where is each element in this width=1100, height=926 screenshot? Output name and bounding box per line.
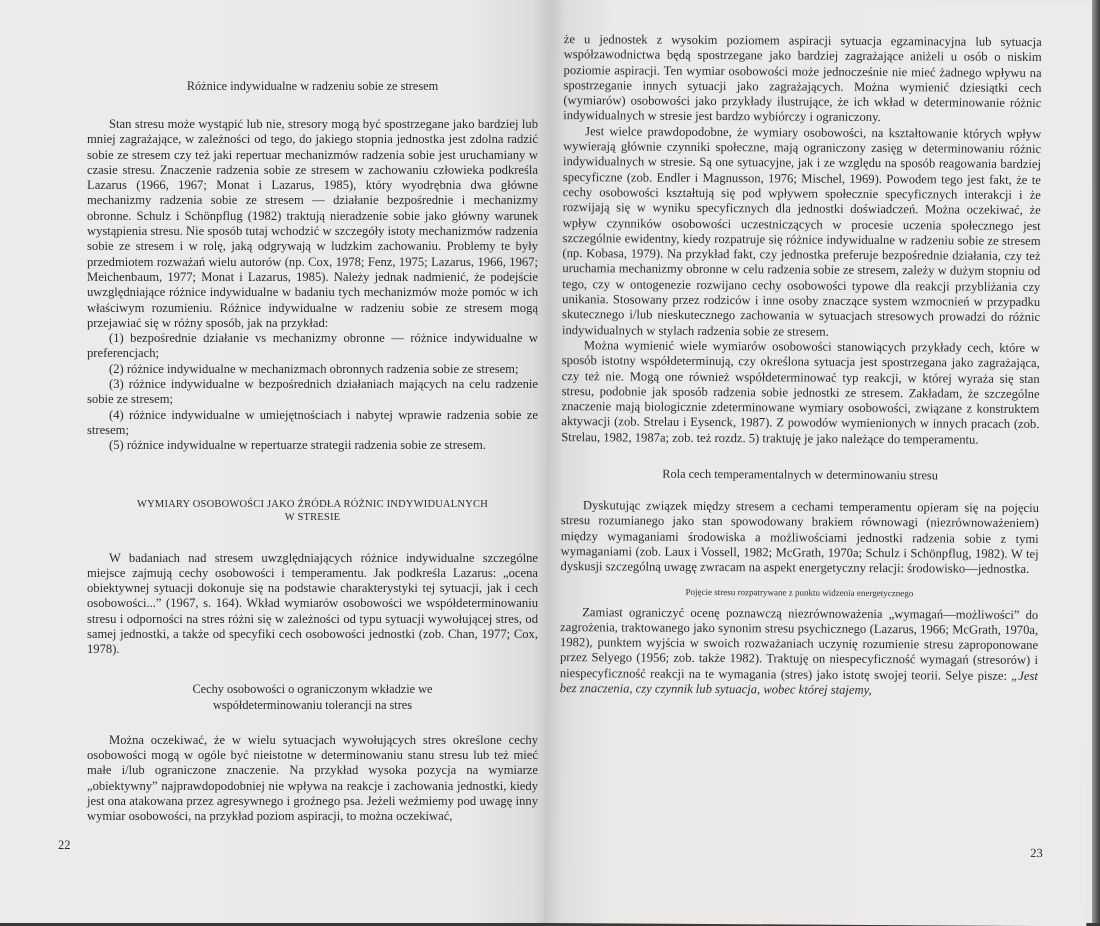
body-paragraph: Stan stresu może wystąpić lub nie, stresory mogą być spostrzegane jako bardziej lub mniej zagrażające, w zależności od tego, do jakiego stopnia jednostka jest zdolna radzić sobie ze stresem czy też jaki repertuar mechanizmów radzenia sobie jest uruchamiany w czasie stresu. Znaczenie radzenia sobie ze stresem w zachowaniu człowieka podkreśla Lazarus (1966, 1967; Monat i Lazarus, 1985), który wyodrębnia dwa główne mechanizmy radzenia sobie ze stresem — działanie bezpośrednie i mechanizmy obronne. Schulz i Schönpflug (1982) traktują nieradzenie sobie jako główny warunek wystąpienia stresu. Nie sposób tutaj wchodzić w szczegóły istoty mechanizmów radzenia sobie ze stresem i w rolę, jaką odgrywają w ludzkim zachowaniu. Problemy te były przedmiotem rozważań wielu autorów (np. Cox, 1978; Fenz, 1975; Lazarus, 1966, 1967; Meichenbaum, 1977; Monat i Lazarus, 1985). Należy jednak nadmienić, że podejście uwzględniające różnice indywidualne w badaniu tych mechanizmów może pomóc w ich właściwym rozumieniu. Różnice indywidualne w radzeniu sobie ze stresem mogą przejawiać się w różny sposób, jak na przykład:: [87, 117, 538, 330]
list-item: (2) różnice indywidualne w mechanizmach obronnych radzenia sobie ze stresem;: [109, 361, 519, 376]
page-number: 23: [1030, 845, 1043, 861]
left-page: [0, 0, 550, 923]
subsection-heading: Cechy osobowości o ograniczonym wkładzie we: [192, 681, 433, 696]
body-paragraph: że u jednostek z wysokim poziomem aspiracji sytuacja egzaminacyjna lub sytuacja współzawodnictwa będą spostrzegane jako bardziej zagrażające aniżeli u osób o niskim poziomie aspiracji. Ten wymiar osobowości może jednocześnie nie mieć żadnego wpływu na spostrzeganie innych sytuacji jako zagrażających. Można wymienić dziesiątki cech (wymiarów) osobowości jako przykłady ilustrujące, że ich wkład w determinowanie różnic indywidualnych w stresie jest bardzo wybiórczy i ograniczony.: [563, 32, 1042, 125]
section-heading: Różnice indywidualne w radzeniu sobie ze stresem: [186, 79, 439, 93]
section-heading: Rola cech temperamentalnych w determinowaniu stresu: [662, 466, 938, 483]
list-item: (3) różnice indywidualne w bezpośrednich działaniach mających na celu radzenie sobie ze stresem;: [87, 377, 538, 407]
body-paragraph: Można oczekiwać, że w wielu sytuacjach wywołujących stres określone cechy osobowości mogą w ogóle być nieistotne w determinowaniu stanu stresu lub też mieć małe i/lub ograniczone znaczenie. Na przykład wysoka pozycja na wymiarze „obiektywny” najprawdopodobniej nie wpływa na reakcje i zachowania jednostki, kiedy jest ona atakowana przez agresywnego i groźnego psa. Jeżeli weźmiemy pod uwagę inny wymiar osobowości, na przykład poziom aspiracji, to można oczekiwać,: [87, 732, 538, 824]
body-paragraph: Można wymienić wiele wymiarów osobowości stanowiących przykłady cech, które w sposób istotny współdeterminują, czy określona sytuacja jest spostrzegana jako zagrażająca, czy też nie. Mogą one również współdeterminować typ reakcji, w której wyraża się stan stresu, podobnie jak sposób radzenia sobie jednostki ze stresem. Zakładam, że szczególne znaczenie mają biologicznie zdeterminowane wymiary osobowości, związane z konstruktem aktywacji (zob. Strelau i Eysenck, 1987). Z powodów wymienionych w innych pracach (zob. Strelau, 1982, 1987a; zob. też rozdz. 5) traktuję je jako należące do temperamentu.: [561, 338, 1040, 447]
subsection-heading: Pojęcie stresu rozpatrywane z punktu widzenia energetycznego: [685, 586, 914, 598]
body-paragraph: Dyskutując związek między stresem a cechami temperamentu opieram się na pojęciu stresu rozumianego jako stan spowodowany brakiem równowagi (niezrównoważeniem) między wymaganiami środowiska a możliwościami jednostki radzenia sobie z tymi wymaganiami (zob. Laux i Vossell, 1982; McGrath, 1970a; Schulz i Schönpflug, 1982). W tej dyskusji szczególną uwagę zwracam na aspekt energetyczny relacji: środowisko—jednostka.: [560, 498, 1039, 577]
chapter-section-heading-line2: W STRESIE: [284, 511, 341, 523]
italic-quote: „Jest bez znaczenia, czy czynnik lub sytuacja, wobec której stajemy,: [559, 668, 1038, 697]
list-item: (1) bezpośrednie działanie vs mechanizmy obronne — różnice indywidualne w preferencjach;: [87, 331, 538, 361]
page-number: 22: [58, 838, 71, 852]
body-paragraph: Jest wielce prawdopodobne, że wymiary osobowości, na kształtowanie których wpływ wywierają głównie czynniki społeczne, mają ograniczony zasięg w determinowaniu różnic indywidualnych w stresie. Są one sytuacyjne, jak i ze względu na sposób reagowania bardziej specyficzne (zob. Endler i Magnusson, 1976; Mischel, 1969). Powodem tego jest fakt, że te cechy osobowości kształtują się pod wpływem społecznie specyficznych interakcji i że rozwijają się w wyniku specyficznych dla jednostki doświadczeń. Można oczekiwać, że wpływ czynników osobowości uczestniczących w procesie uczenia społecznego jest szczególnie ewidentny, kiedy rozpatruje się różnice indywidualne w radzeniu sobie ze stresem (np. Kobasa, 1979). Na przykład fakt, czy jednostka preferuje bezpośrednie działania, czy też uruchamia mechanizmy obronne w celu radzenia sobie ze stresem, zależy w dużym stopniu od tego, czy w ontogenezie rozwijano cechy osobowości typowe dla reakcji przybliżania czy unikania. Stosowany przez rodziców i inne osoby znaczące system wzmocnień w przypadku skutecznego i/lub nieskutecznego zachowania w sytuacjach stresowych prowadzi do różnic indywidualnych w stylach radzenia sobie ze stresem.: [561, 123, 1042, 339]
body-paragraph: [560, 605, 1039, 700]
subsection-heading-line2: współdeterminowaniu tolerancji na stres: [212, 697, 413, 712]
paragraph-text: Zamiast ograniczyć ocenę poznawczą niezrównoważenia „wymagań—możliwości” do zagrożenia, traktowanego jako synonim stresu psychicznego (Lazarus, 1966; McGrath, 1970a, 1982), punktem wyjścia w swoich rozważaniach uczynię rozumienie stresu zaproponowane przez Selyego (1956; zob. także 1982). Traktuję on niespecyficzność wymagań (stresorów) i niespecyficzność reakcji na te wymagania (stres) jako istotę swojej teorii. Selye pisze:: [559, 604, 1039, 683]
right-page: [544, 0, 1092, 926]
list-item: (4) różnice indywidualne w umiejętnościach i nabytej wprawie radzenia sobie ze stresem;: [87, 407, 538, 437]
list-item: (5) różnice indywidualne w repertuarze strategii radzenia sobie ze stresem.: [109, 438, 486, 453]
chapter-section-heading: WYMIARY OSOBOWOŚCI JAKO ŹRÓDŁA RÓŻNIC INDYWIDUALNYCH: [137, 498, 488, 510]
scan-edge: [1092, 0, 1100, 923]
body-paragraph: W badaniach nad stresem uwzględniających różnice indywidualne szczególne miejsce zajmują cechy osobowości i temperamentu. Jak podkreśla Lazarus: „ocena obiektywnej sytuacji dokonuje się na podstawie charakterystyki tej sytuacji, jak i cech osobowości...” (1967, s. 164). Wkład wymiarów osobowości we współdeterminowaniu stresu i odporności na stres różni się w zależności od typu sytuacji wywołującej stres, od samej jednostki, a także od specyfiki cech osobowości jednostki (zob. Chan, 1977; Cox, 1978).: [87, 550, 538, 657]
